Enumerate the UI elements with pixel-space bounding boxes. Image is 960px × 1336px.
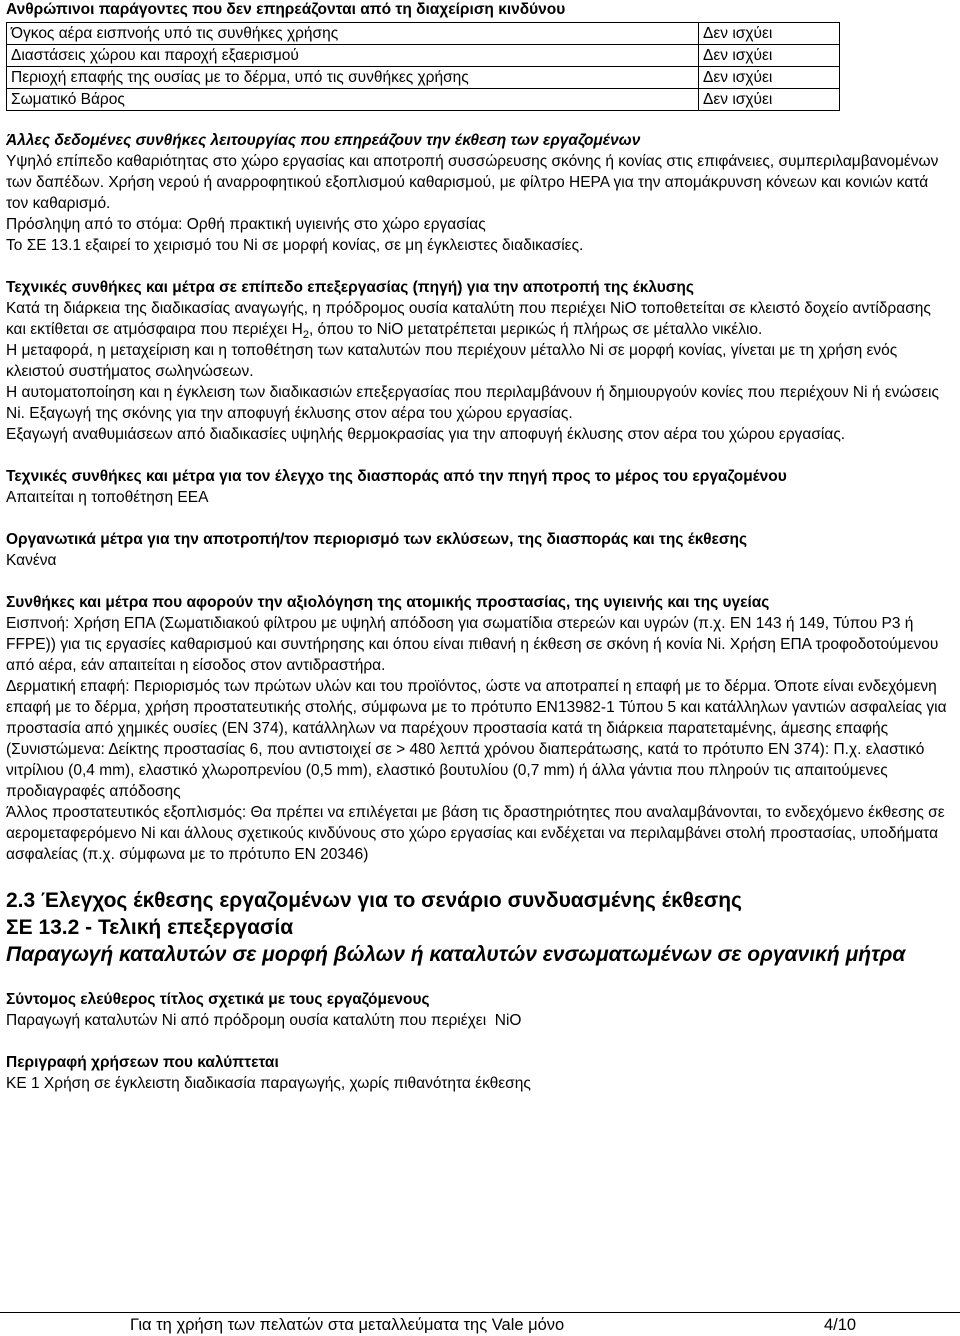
- factor-value: Δεν ισχύει: [699, 23, 840, 45]
- page-number: 4/10: [824, 1316, 857, 1334]
- uses-covered-text: ΚΕ 1 Χρήση σε έγκλειστη διαδικασία παραγωγής, χωρίς πιθανότητα έκθεσης: [6, 1075, 531, 1092]
- process-level-heading: Τεχνικές συνθήκες και μέτρα σε επίπεδο επεξεργασίας (πηγή) για την αποτροπή της έκλυσης: [6, 279, 694, 296]
- page-footer: [0, 1312, 960, 1336]
- factor-label: Διαστάσεις χώρου και παροχή εξαερισμού: [7, 45, 699, 67]
- factor-value: Δεν ισχύει: [699, 67, 840, 89]
- short-title-section: [6, 989, 954, 1031]
- personal-protection-paragraph-1: Εισπνοή: Χρήση ΕΠΑ (Σωματιδιακού φίλτρου με υψηλή απόδοση για σωματίδια στερεών και υγρών (π.χ. EN 143 ή 149, Τύπου P3 ή FFPE)) για τις εργασίες καθαρισμού και συντήρησης και όπου είναι πιθανή η έκθεση σε σκόνη ή κονία Ni. Χρήση ΕΠΑ τροφοδοτούμενου από αέρα, εάν απαιτείται η είσοδος στον αντιδραστήρα.: [6, 615, 939, 674]
- organizational-text: Κανένα: [6, 552, 57, 569]
- personal-protection-section: [6, 592, 954, 865]
- factors-table: [6, 22, 840, 111]
- table-row: [7, 45, 840, 67]
- factor-label: Περιοχή επαφής της ουσίας με το δέρμα, υπό τις συνθήκες χρήσης: [7, 67, 699, 89]
- factors-heading: Ανθρώπινοι παράγοντες που δεν επηρεάζονται από τη διαχείριση κινδύνου: [6, 1, 566, 18]
- factor-value: Δεν ισχύει: [699, 89, 840, 111]
- short-title-heading: Σύντομος ελεύθερος τίτλος σχετικά με τους εργαζόμενους: [6, 991, 430, 1008]
- other-conditions-text-2: Πρόσληψη από το στόμα: Ορθή πρακτική υγιεινής στο χώρο εργασίας: [6, 216, 486, 233]
- factor-label: Όγκος αέρα εισπνοής υπό τις συνθήκες χρήσης: [7, 23, 699, 45]
- process-level-paragraph-1: [6, 298, 954, 340]
- factor-label: Σωματικό Βάρος: [7, 89, 699, 111]
- other-conditions-text-3: Το ΣΕ 13.1 εξαιρεί το χειρισμό του Ni σε μορφή κονίας, σε μη έγκλειστες διαδικασίες.: [6, 237, 584, 254]
- process-level-section: [6, 277, 954, 445]
- table-row: [7, 89, 840, 111]
- short-title-text: Παραγωγή καταλυτών Ni από πρόδρομη ουσία καταλύτη που περιέχει NiO: [6, 1012, 522, 1029]
- table-row: [7, 67, 840, 89]
- personal-protection-paragraph-3: Άλλος προστατευτικός εξοπλισμός: Θα πρέπει να επιλέγεται με βάση τις δραστηριότητες που αναλαμβάνονται, το ενδεχόμενο έκθεσης σε αερομεταφερόμενο Ni και άλλους σχετικούς κινδύνους στο χώρο εργασίας και ενδέχεται να περιλαμβάνει στολή προστασίας, υποδήματα ασφαλείας (π.χ. σύμφωνα με το πρότυπο EN 20346): [6, 804, 945, 863]
- organizational-heading: Οργανωτικά μέτρα για την αποτροπή/τον περιορισμό των εκλύσεων, της διασποράς και της έκθεσης: [6, 531, 748, 548]
- uses-covered-section: [6, 1052, 954, 1094]
- dispersion-text: Απαιτείται η τοποθέτηση ΕΕΑ: [6, 489, 209, 506]
- footer-text: Για τη χρήση των πελατών στα μεταλλεύματα της Vale μόνο: [130, 1316, 565, 1334]
- section-subtitle: Παραγωγή καταλυτών σε μορφή βώλων ή καταλυτών ενσωματωμένων σε οργανική μήτρα: [6, 943, 906, 966]
- factor-value: Δεν ισχύει: [699, 45, 840, 67]
- personal-protection-heading: Συνθήκες και μέτρα που αφορούν την αξιολόγηση της ατομικής προστασίας, της υγιεινής και της υγείας: [6, 594, 770, 611]
- personal-protection-paragraph-2: Δερματική επαφή: Περιορισμός των πρώτων υλών και του προϊόντος, ώστε να αποτραπεί η επαφή με το δέρμα. Όποτε είναι ενδεχόμενη επαφή με το δέρμα, χρήση προστατευτικής στολής, σύμφωνα με το πρότυπο EN13982-1 Τύπου 5 και κατάλληλων γαντιών ασφαλείας για προστασία από χημικές ουσίες (EN 374), κατάλληλων να παρέχουν προστασία κατά τη διάρκεια παρατεταμένης, άμεσης επαφής (Συνιστώμενα: Δείκτης προστασίας 6, που αντιστοιχεί σε > 480 λεπτά χρόνου διαπεράτωσης, κατά το πρότυπο EN 374): Π.χ. ελαστικό νιτρίλιου (0,4 mm), ελαστικό χλωροπρενίου (0,5 mm), ελαστικό βουτυλίου (0,7 mm) ή άλλα γάντια που πληρούν τις απαιτούμενες προδιαγραφές απόδοσης: [6, 678, 947, 800]
- other-conditions-section: [6, 130, 954, 256]
- other-conditions-text-1: Υψηλό επίπεδο καθαριότητας στο χώρο εργασίας και αποτροπή συσσώρευσης σκόνης ή κονίας στις επιφάνειες, συμπεριλαμβανομένων των δαπέδων. Χρήση νερού ή αναρροφητικού εξοπλισμού καθαρισμού, με φίλτρο HEPA για την απομάκρυνση κόνεων και κονιών κατά τον καθαρισμό.: [6, 153, 939, 212]
- dispersion-section: [6, 466, 954, 508]
- uses-covered-heading: Περιγραφή χρήσεων που καλύπτεται: [6, 1054, 279, 1071]
- section-title-line-2: ΣΕ 13.2 - Τελική επεξεργασία: [6, 916, 294, 939]
- process-level-paragraph-3: Η αυτοματοποίηση και η έγκλειση των διαδικασιών επεξεργασίας που περιλαμβάνουν ή δημιουργούν κονίες που περιέχουν Ni ή ενώσεις Ni. Εξαγωγή της σκόνης για την αποφυγή έκλυσης στον αέρα του χώρου εργασίας.: [6, 384, 939, 422]
- section-title: [6, 887, 954, 941]
- process-level-p1-text-end: , όπου το NiO μετατρέπεται μερικώς ή πλήρως σε μέταλλο νικέλιο.: [308, 321, 763, 338]
- process-level-paragraph-2: Η μεταφορά, η μεταχείριση και η τοποθέτηση των καταλυτών που περιέχουν μέταλλο Ni σε μορφή κονίας, γίνεται με τη χρήση ενός κλειστού συστήματος σωληνώσεων.: [6, 342, 898, 380]
- table-row: [7, 23, 840, 45]
- other-conditions-heading: Άλλες δεδομένες συνθήκες λειτουργίας που επηρεάζουν την έκθεση των εργαζομένων: [6, 132, 641, 149]
- subscript-2: 2: [302, 329, 309, 342]
- section-title-line-1: 2.3 Έλεγχος έκθεσης εργαζομένων για το σενάριο συνδυασμένης έκθεσης: [6, 889, 742, 912]
- organizational-section: [6, 529, 954, 571]
- document-page: [6, 0, 954, 1094]
- process-level-p1-text: Κατά τη διάρκεια της διαδικασίας αναγωγής, η πρόδρομος ουσία καταλύτη που περιέχει NiO τοποθετείται σε κλειστό δοχείο αντίδρασης και εκτίθεται σε ατμόσφαιρα που περιέχει H: [6, 300, 931, 338]
- process-level-paragraph-4: Εξαγωγή αναθυμιάσεων από διαδικασίες υψηλής θερμοκρασίας για την αποφυγή έκλυσης στον αέρα του χώρου εργασίας.: [6, 426, 846, 443]
- dispersion-heading: Τεχνικές συνθήκες και μέτρα για τον έλεγχο της διασποράς από την πηγή προς το μέρος του εργαζομένου: [6, 468, 787, 485]
